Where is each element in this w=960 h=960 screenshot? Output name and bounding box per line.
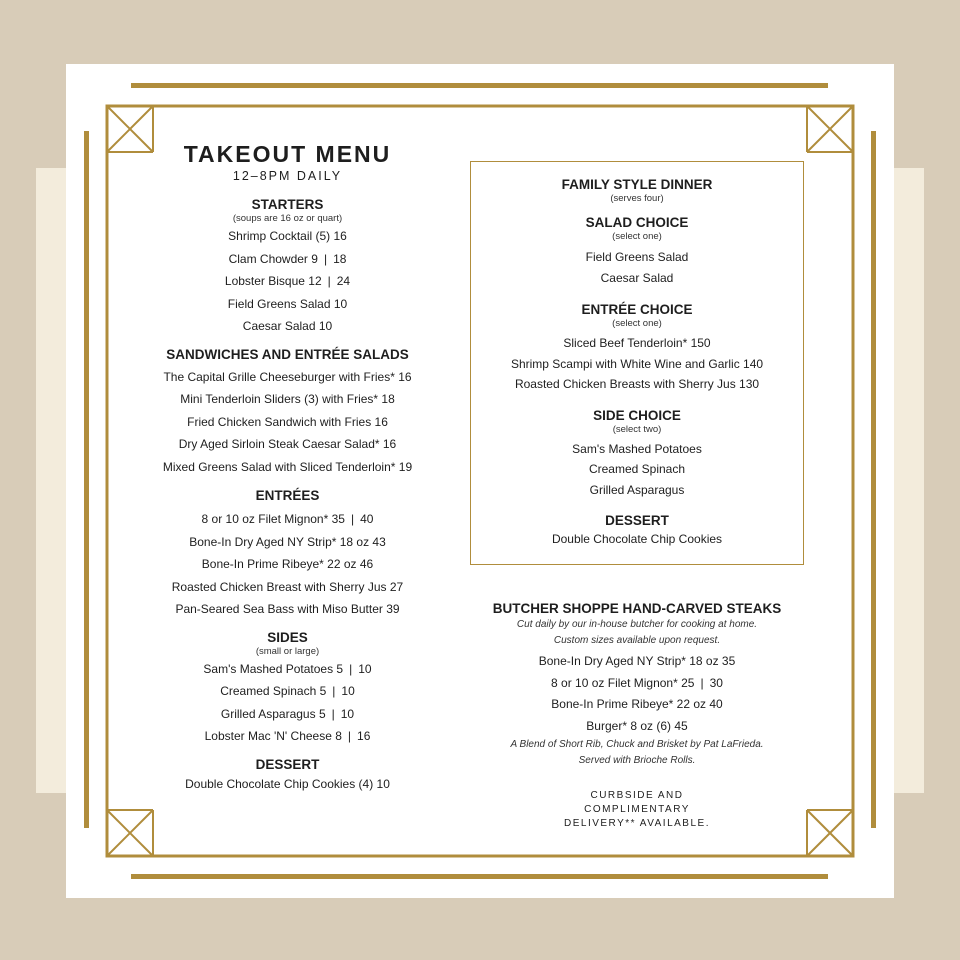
family-heading: FAMILY STYLE DINNER [561,177,713,192]
menu-item: Creamed Spinach [588,462,686,476]
side-choice-heading: SIDE CHOICE [593,407,681,423]
top-gold-bar [131,83,828,88]
burger-note: A Blend of Short Rib, Chuck and Brisket by Pat LaFrieda. [510,739,764,750]
sides-note: (small or large) [255,645,320,657]
butcher-heading: BUTCHER SHOPPE HAND-CARVED STEAKS [492,601,782,616]
salad-choice-note: (select one) [612,231,662,242]
entrees-heading: ENTRÉES [255,488,320,503]
sides-section [150,630,425,748]
menu-item: Caesar Salad 10 [242,319,333,333]
menu-item: Clam Chowder 9 | 18 [228,251,347,266]
left-column [150,140,425,795]
butcher-description: Custom sizes available upon request. [553,635,721,646]
entree-choice-note: (select one) [612,318,662,329]
entrees-section [150,488,425,621]
menu-item: Caesar Salad [600,270,674,285]
curbside-notice [470,789,804,831]
menu-item: Sliced Beef Tenderloin* 150 [563,336,711,350]
menu-item: Shrimp Scampi with White Wine and Garlic 140 [510,356,764,371]
menu-item: Shrimp Cocktail (5) 16 [228,229,347,243]
menu-item: Sam's Mashed Potatoes 5 | 10 [203,661,372,676]
dessert-heading: DESSERT [255,756,320,772]
starters-section [150,197,425,338]
page-title: TAKEOUT MENU [183,141,392,167]
menu-item: Creamed Spinach 5 | 10 [220,684,355,698]
menu-item: Lobster Mac 'N' Cheese 8 | 16 [204,729,371,743]
curbside-line: DELIVERY** AVAILABLE. [563,818,710,829]
right-outer-gold-bar [871,131,876,828]
menu-item: Grilled Asparagus [589,482,685,497]
menu-item: Bone-In Dry Aged NY Strip* 18 oz 35 [538,654,736,668]
menu-item: Lobster Bisque 12 | 24 [224,274,351,288]
menu-item: Field Greens Salad 10 [227,296,348,311]
menu-item: Double Chocolate Chip Cookies (4) 10 [185,776,390,791]
menu-item: The Capital Grille Cheeseburger with Fries* 16 [163,369,412,384]
sandwiches-heading: SANDWICHES AND ENTRÉE SALADS [166,346,409,362]
entree-choice-heading: ENTRÉE CHOICE [581,302,693,317]
starters-heading: STARTERS [251,197,324,212]
menu-item: Roasted Chicken Breasts with Sherry Jus 130 [514,377,760,391]
burger-note: Served with Brioche Rolls. [578,755,696,766]
sandwiches-section [150,347,425,479]
sides-heading: SIDES [267,629,308,645]
left-outer-gold-bar [84,131,89,828]
menu-item: Roasted Chicken Breast with Sherry Jus 27 [171,579,404,594]
menu-item: Bone-In Prime Ribeye* 22 oz 46 [201,557,374,571]
menu-item: Burger* 8 oz (6) 45 [586,718,688,733]
menu-item: Fried Chicken Sandwich with Fries 16 [187,414,388,429]
family-style-box [470,161,804,565]
salad-choice-heading: SALAD CHOICE [585,215,689,230]
menu-item: Sam's Mashed Potatoes [572,441,702,456]
menu-item: Grilled Asparagus 5 | 10 [220,706,355,721]
dessert-section [150,757,425,796]
starters-note: (soups are 16 oz or quart) [232,213,343,224]
family-dessert-heading: DESSERT [605,513,669,528]
side-choice-note: (select two) [612,423,662,435]
menu-item: 8 or 10 oz Filet Mignon* 35 | 40 [201,512,374,526]
butcher-description: Cut daily by our in-house butcher for cooking at home. [516,619,758,630]
menu-item: Bone-In Prime Ribeye* 22 oz 40 [551,697,723,711]
menu-item: Field Greens Salad [585,250,689,264]
bottom-gold-bar [131,874,828,879]
family-note: (serves four) [610,193,664,204]
menu-item: Mixed Greens Salad with Sliced Tenderloin* 19 [162,459,413,474]
menu-item: Dry Aged Sirloin Steak Caesar Salad* 16 [178,437,397,451]
hours: 12–8PM DAILY [232,169,343,183]
curbside-line: CURBSIDE AND [590,790,684,801]
menu-item: Pan-Seared Sea Bass with Miso Butter 39 [175,602,400,616]
curbside-line: COMPLIMENTARY [584,804,690,815]
menu-item: 8 or 10 oz Filet Mignon* 25 | 30 [551,675,723,690]
menu-item: Bone-In Dry Aged NY Strip* 18 oz 43 [189,534,386,549]
menu-item: Mini Tenderloin Sliders (3) with Fries* 18 [180,392,395,406]
menu-item: Double Chocolate Chip Cookies [551,532,723,546]
butcher-section [470,601,804,831]
